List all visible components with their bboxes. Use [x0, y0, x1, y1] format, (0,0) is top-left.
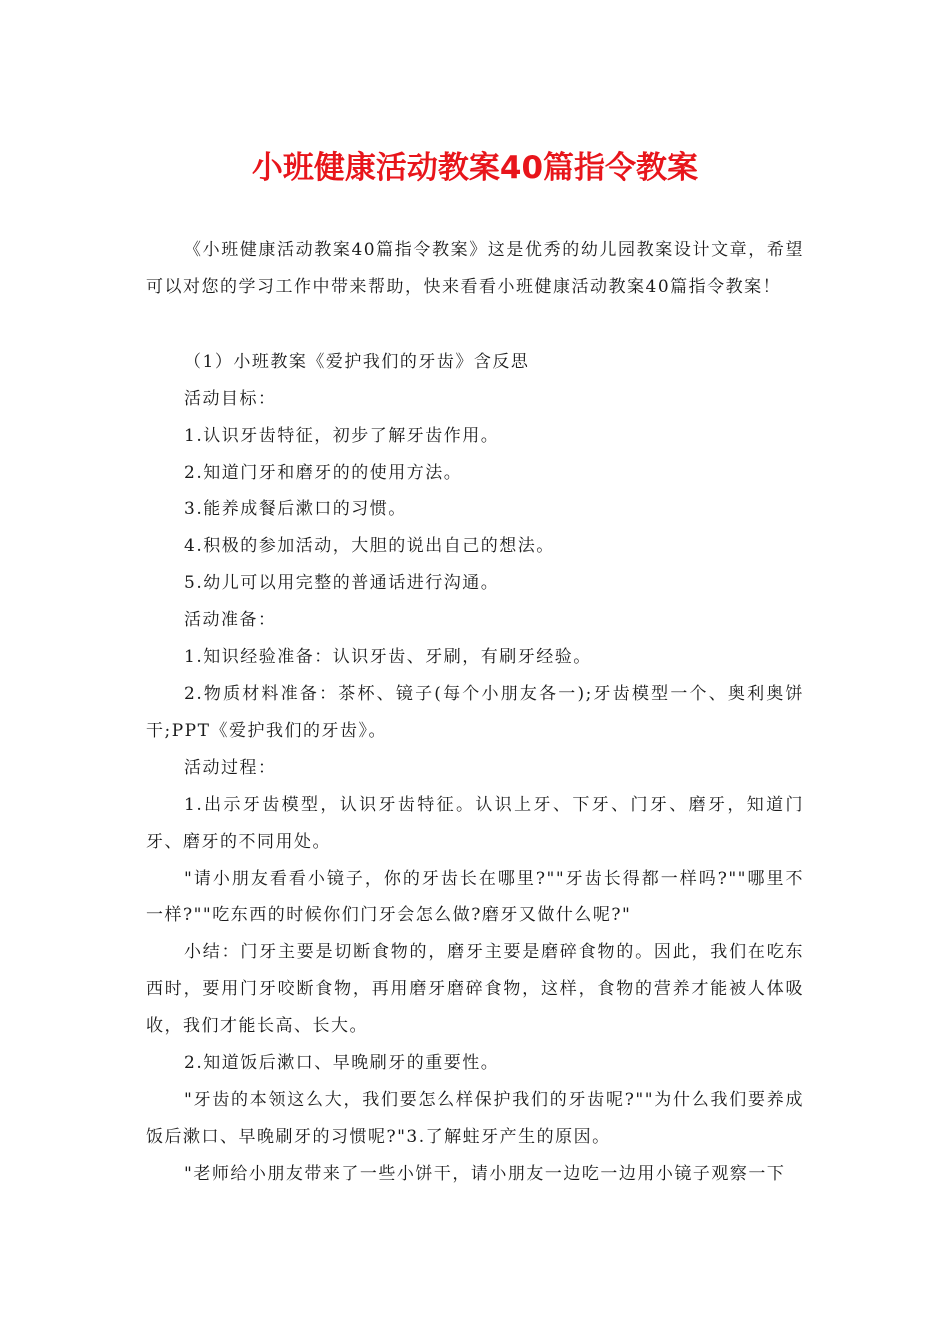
section-heading: （1）小班教案《爱护我们的牙齿》含反思: [184, 351, 530, 372]
process-paragraph: "牙齿的本领这么大，我们要怎么样保护我们的牙齿呢?""为什么我们要养成饭后漱口、早晚刷牙的习惯呢?"3.了解蛀牙产生的原因。: [146, 1089, 804, 1147]
preparation-item: 1.知识经验准备：认识牙齿、牙刷，有刷牙经验。: [184, 647, 592, 668]
preparation-item: 2.物质材料准备：茶杯、镜子(每个小朋友各一);牙齿模型一个、奥利奥饼干;PPT《爱护我们的牙齿》。: [146, 683, 804, 741]
process-paragraph: 2.知道饭后漱口、早晚刷牙的重要性。: [184, 1053, 500, 1074]
goal-item: 4.积极的参加活动，大胆的说出自己的想法。: [184, 536, 555, 557]
goal-item: 5.幼儿可以用完整的普通话进行沟通。: [184, 573, 500, 594]
subheading-preparation: 活动准备：: [184, 610, 277, 631]
intro-paragraph: 《小班健康活动教案40篇指令教案》这是优秀的幼儿园教案设计文章，希望可以对您的学习工作中带来帮助，快来看看小班健康活动教案40篇指令教案！: [146, 240, 804, 297]
process-paragraph: 小结：门牙主要是切断食物的，磨牙主要是磨碎食物的。因此，我们在吃东西时，要用门牙咬断食物，再用磨牙磨碎食物，这样，食物的营养才能被人体吸收，我们才能长高、长大。: [146, 942, 804, 1037]
document-body: [146, 232, 804, 1193]
process-paragraph: "请小朋友看看小镜子，你的牙齿长在哪里?""牙齿长得都一样吗?""哪里不一样?""吃东西的时候你们门牙会怎么做?磨牙又做什么呢?": [146, 868, 804, 926]
goal-item: 3.能养成餐后漱口的习惯。: [184, 499, 407, 520]
subheading-process: 活动过程：: [184, 757, 277, 778]
subheading-goals: 活动目标：: [184, 388, 277, 409]
process-paragraph: "老师给小朋友带来了一些小饼干，请小朋友一边吃一边用小镜子观察一下: [184, 1163, 786, 1184]
document-title: 小班健康活动教案40篇指令教案: [251, 150, 699, 186]
process-paragraph: 1.出示牙齿模型，认识牙齿特征。认识上牙、下牙、门牙、磨牙，知道门牙、磨牙的不同用处。: [146, 794, 804, 852]
goal-item: 1.认识牙齿特征，初步了解牙齿作用。: [184, 425, 500, 446]
goal-item: 2.知道门牙和磨牙的的使用方法。: [184, 462, 463, 483]
